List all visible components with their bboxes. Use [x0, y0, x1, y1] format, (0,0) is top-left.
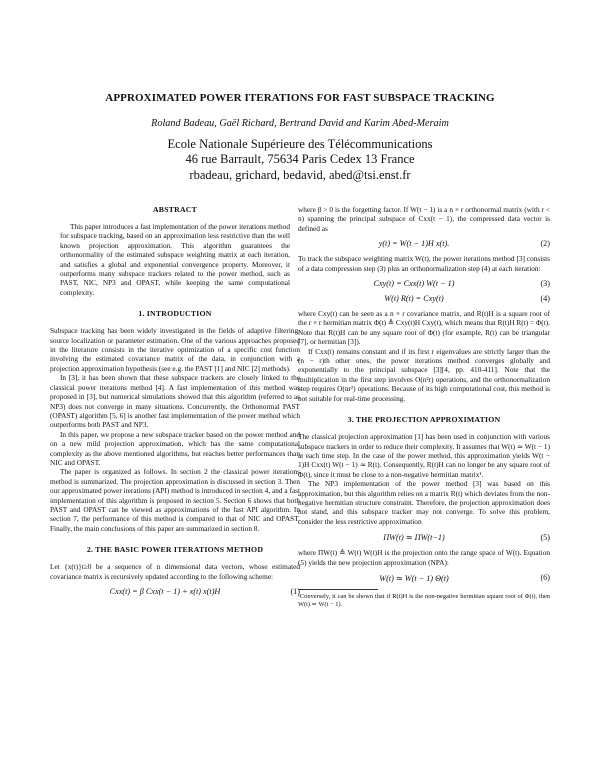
power-method-heading: 2. THE BASIC POWER ITERATIONS METHOD	[86, 545, 264, 555]
equation-number: (2)	[540, 239, 550, 249]
intro-paragraph: The paper is organized as follows. In section 2 the classical power iterations method is summarized. The projection approximation is discussed in section 3. Then our approximated power iterations (API) method is introduced in section 4, and a fast implementation of this algorithm is proposed in section 5. Section 6 shows that both PAST and OPAST can be viewed as approximations of the fast API algorithm. In section 7, the performance of this method is compared to that of NIC and OPAST. Finally, the main conclusions of this paper are summarized in section 8.	[50, 467, 300, 533]
equation-1	[50, 587, 300, 596]
affiliation-block	[40, 137, 560, 183]
body-paragraph: where Cxy(t) can be seen as a n × r covariance matrix, and R(t)H is a square root of the r × r hermitian matrix Φ(t) ≜ Cxy(t)H Cxy(t), which means that R(t)H R(t) = Φ(t). Note that R(t)H can be any square root of Φ(t) (for example, R(t) can be triangular [7], or hermitian [3]).	[298, 309, 550, 347]
intro-paragraph: In this paper, we propose a new subspace tracker based on the power method and on a new mild projection approximation, which has the same computational complexity as the above mentioned algorithms, but reaches better performances than NIC and OPAST.	[50, 429, 300, 467]
abstract-text: This paper introduces a fast implementation of the power iterations method for subspace tracking, based on an approximation less restrictive than the well known projection approximation. This algorithm guarantees the orthonormality of the estimated subspace weighting matrix at each iteration, and satisfies a global and exponential convergence property. Moreover, it outperforms many subspace trackers related to the power method, such as PAST, NIC, NP3 and OPAST, while keeping the same computational complexity.	[60, 222, 290, 297]
equation-number: (4)	[540, 294, 550, 304]
body-paragraph: To track the subspace weighting matrix W(t), the power iterations method [3] consists of a data compression step (3) plus an orthonormalization step (4) at each iteration:	[298, 254, 550, 273]
affiliation-line: rbadeau, grichard, bedavid, abed@tsi.enst.fr	[189, 167, 411, 182]
abstract-heading: ABSTRACT	[152, 205, 198, 214]
intro-paragraph: In [3], it has been shown that these subspace trackers are closely linked to the classical power iterations method [4]. A fast implementation of this method was proposed in [3], but numerical simulations showed that this algorithm (referred to as NP3) does not converge in many situations. Concurrently, the Orthonormal PAST (OPAST) algorithm [5, 6] is another fast implementation of the power method which outperforms both PAST and NP3.	[50, 373, 300, 430]
equation-body: W(t) R(t) = Cxy(t)	[384, 294, 444, 304]
paper-title: APPROXIMATED POWER ITERATIONS FOR FAST SUBSPACE TRACKING	[105, 92, 495, 104]
equation-number: (3)	[540, 279, 550, 289]
right-column	[298, 205, 550, 609]
body-paragraph: The NP3 implementation of the power method [3] was based on this approximation, but this algorithm relies on a matrix R(t) which deviates from the non-negative hermitian structure constraint. Therefore, the projection approximation does not stand, and this subspace tracker may not converge. To solve this problem, consider the less restrictive approximation	[298, 479, 550, 526]
body-paragraph: The classical projection approximation [1] has been used in conjunction with various subspace trackers in order to reduce their complexity. It assumes that W(t) ≃ W(t − 1) at each time step. In the case of the power method, this approximation yields W(t − 1)H Cxx(t) W(t − 1) ≃ R(t). Consequently, R(t)H can no longer be any square root of Φ(t), since it must be close to a non-negative hermitian matrix¹.	[298, 432, 550, 479]
footnote-rule	[298, 589, 378, 590]
body-paragraph: If Cxx(t) remains constant and if its first r eigenvalues are strictly larger than the (n − r)th other ones, the power iterations method converges globally and exponentially to the principal subspace [3][4, pp. 410-411]. Note that the multiplication in the first step involves O(n²r) operations, and the orthonormalization step requires O(nr²) operations. Because of its high computational cost, this method is not suitable for real-time processing.	[298, 346, 550, 403]
intro-heading: 1. INTRODUCTION	[138, 309, 212, 319]
equation-body: Cxx(t) = β Cxx(t − 1) + x(t) x(t)H	[109, 587, 221, 596]
paper-authors: Roland Badeau, Gaël Richard, Bertrand David and Karim Abed-Meraim	[151, 118, 449, 129]
equation-4	[298, 294, 550, 303]
footnote: ¹Conversely, it can be shown that if R(t)H is the non-negative hermitian square root of Φ(t), then W(t) ≃ W(t − 1).	[298, 592, 550, 608]
equation-5	[298, 532, 550, 542]
equation-body: ΠW(t) ≃ ΠW(t−1)	[383, 533, 445, 543]
equation-body: y(t) = W(t − 1)H x(t).	[378, 239, 450, 249]
power-method-intro: Let {x(t)}t≥0 be a sequence of n dimensional data vectors, whose estimated covariance matrix is recursively updated according to the following scheme:	[50, 562, 300, 581]
equation-number: (6)	[540, 573, 550, 583]
equation-6	[298, 573, 550, 583]
left-column	[50, 205, 300, 602]
body-paragraph: where ΠW(t) ≜ W(t) W(t)H is the projection onto the range space of W(t). Equation (5) yields the new projection approximation (NPA):	[298, 548, 550, 567]
affiliation-line: Ecole Nationale Supérieure des Télécommunications	[167, 137, 433, 151]
intro-paragraph: Subspace tracking has been widely investigated in the fields of adaptive filtering, source localization or parameter estimation. One of the various approaches proposed in the literature consists in the iterative optimization of a specific cost function involving the estimated covariance matrix of the data, in conjunction with a projection approximation hypothesis (see e.g. the PAST [1] and NIC [2] methods).	[50, 326, 300, 373]
abstract-section	[50, 205, 300, 297]
projection-heading: 3. THE PROJECTION APPROXIMATION	[347, 415, 501, 425]
equation-2	[298, 239, 550, 248]
equation-number: (1)	[290, 587, 300, 596]
equation-body: Cxy(t) = Cxx(t) W(t − 1)	[373, 279, 455, 289]
equation-body: W(t) ≃ W(t − 1) Θ(t)	[379, 573, 449, 583]
equation-number: (5)	[540, 532, 550, 542]
equation-3	[298, 279, 550, 288]
body-paragraph: where β > 0 is the forgetting factor. If W(t − 1) is a n × r orthonormal matrix (with r < n) spanning the principal subspace of Cxx(t − 1), the compressed data vector is defined as	[298, 205, 550, 233]
affiliation-line: 46 rue Barrault, 75634 Paris Cedex 13 France	[185, 152, 415, 167]
